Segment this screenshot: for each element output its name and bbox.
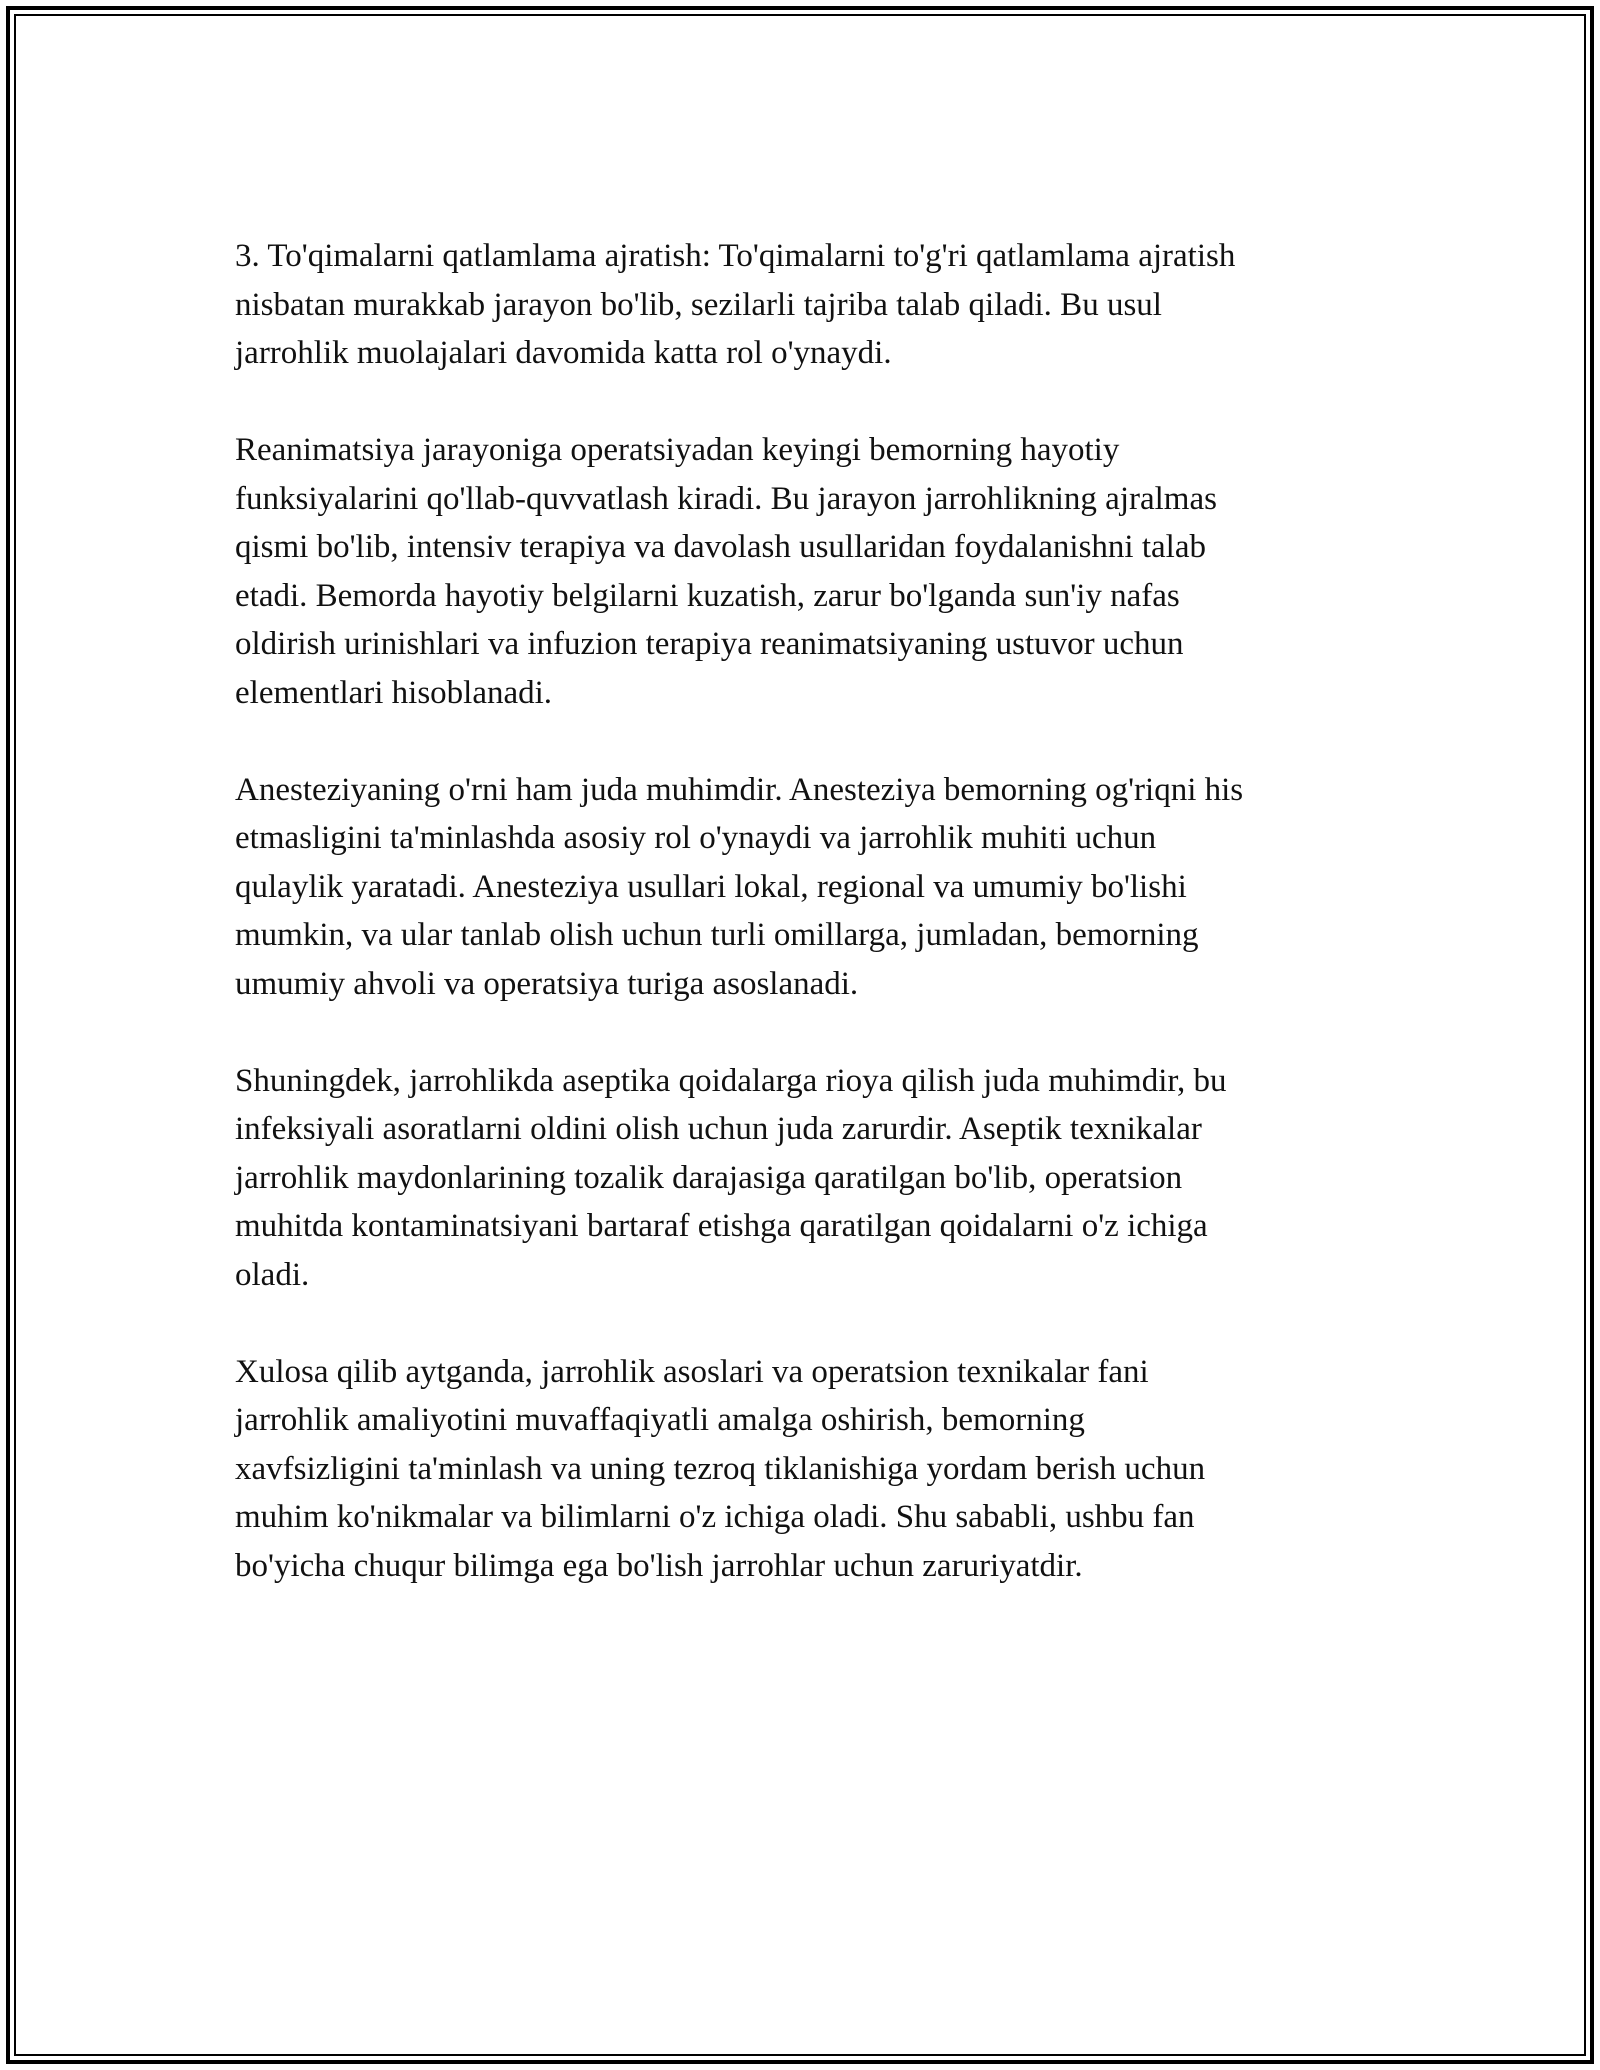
text-line: funksiyalarini qo'llab-quvvatlash kiradi. Bu jarayon jarrohlikning ajralmas [235,480,1217,517]
text-line: infeksiyali asoratlarni oldini olish uchun juda zarurdir. Aseptik texnikalar [235,1111,1202,1147]
text-line: mumkin, va ular tanlab olish uchun turli omillarga, jumladan, bemorning [235,917,1199,953]
text-line: etadi. Bemorda hayotiy belgilarni kuzatish, zarur bo'lganda sun'iy nafas [235,577,1180,614]
paragraph-tissue-separation [235,232,1400,378]
text-line: Shuningdek, jarrohlikda aseptika qoidalarga rioya qilish juda muhimdir, bu [235,1062,1227,1099]
text-line: etmasligini ta'minlashda asosiy rol o'ynaydi va jarrohlik muhiti uchun [235,820,1157,856]
paragraph-asepsis [235,1057,1400,1300]
text-line: bo'yicha chuqur bilimga ega bo'lish jarrohlar uchun zaruriyatdir. [235,1547,1083,1584]
text-line: qulaylik yaratadi. Anesteziya usullari lokal, regional va umumiy bo'lishi [235,868,1187,905]
paragraph-anesthesia [235,766,1400,1009]
text-line: oladi. [235,1256,310,1293]
text-line: 3. To'qimalarni qatlamlama ajratish: To'qimalarni to'g'ri qatlamlama ajratish [235,238,1236,274]
paragraph-reanimation [235,426,1400,717]
text-line: muhitda kontaminatsiyani bartaraf etishga qaratilgan qoidalarni o'z ichiga [235,1208,1208,1244]
text-line: elementlari hisoblanadi. [235,674,553,711]
text-line: muhim ko'nikmalar va bilimlarni o'z ichiga oladi. Shu sababli, ushbu fan [235,1499,1195,1535]
text-line: nisbatan murakkab jarayon bo'lib, sezilarli tajriba talab qiladi. Bu usul [235,286,1162,323]
text-line: umumiy ahvoli va operatsiya turiga asoslanadi. [235,965,859,1002]
text-line: Anesteziyaning o'rni ham juda muhimdir. Anesteziya bemorning og'riqni his [235,771,1244,808]
paragraph-conclusion [235,1348,1400,1591]
text-line: jarrohlik amaliyotini muvaffaqiyatli amalga oshirish, bemorning [235,1402,1085,1438]
text-line: Reanimatsiya jarayoniga operatsiyadan keyingi bemorning hayotiy [235,432,1120,468]
text-line: qismi bo'lib, intensiv terapiya va davolash usullaridan foydalanishni talab [235,529,1206,565]
text-line: jarrohlik muolajalari davomida katta rol o'ynaydi. [235,335,892,371]
document-body [235,232,1400,1639]
text-line: jarrohlik maydonlarining tozalik darajasiga qaratilgan bo'lib, operatsion [235,1159,1183,1196]
text-line: oldirish urinishlari va infuzion terapiya reanimatsiyaning ustuvor uchun [235,626,1184,662]
text-line: Xulosa qilib aytganda, jarrohlik asoslari va operatsion texnikalar fani [235,1353,1149,1390]
text-line: xavfsizligini ta'minlash va uning tezroq tiklanishiga yordam berish uchun [235,1450,1206,1487]
